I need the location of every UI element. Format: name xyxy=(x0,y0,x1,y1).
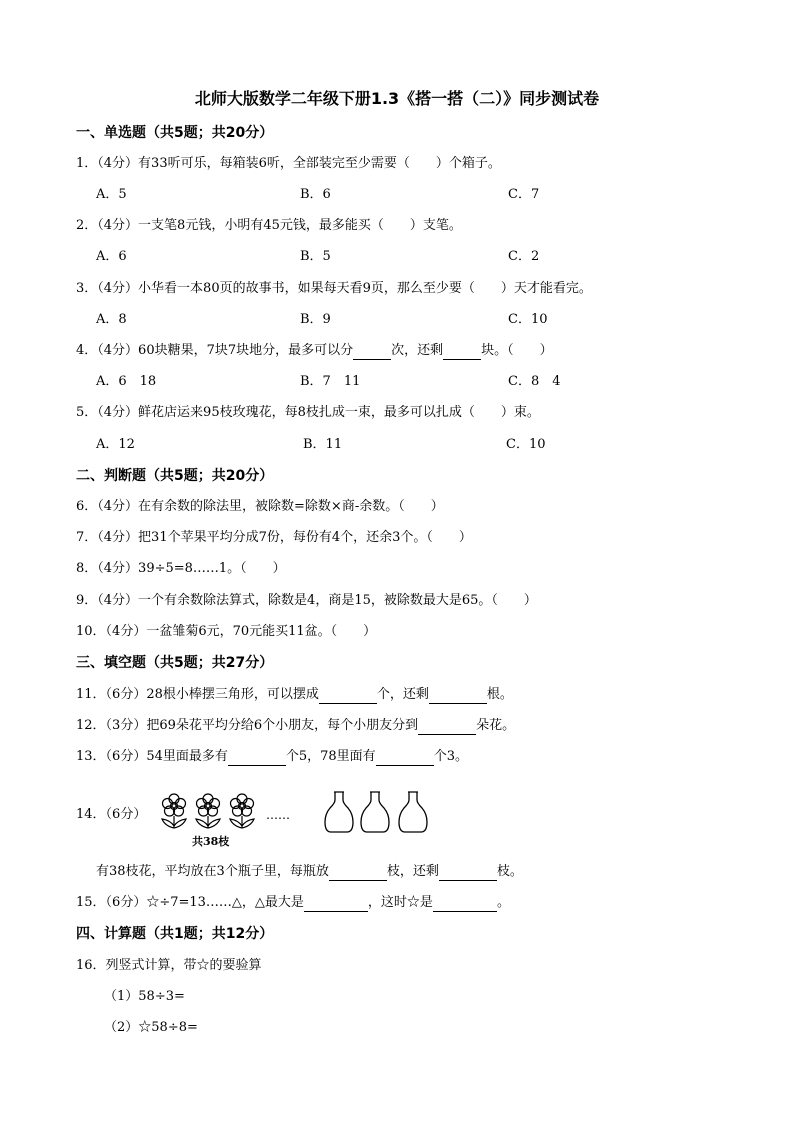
q14-blank-2[interactable] xyxy=(439,866,497,881)
q2-option-c: C．2 xyxy=(508,249,540,264)
q15-blank-2[interactable] xyxy=(433,897,497,912)
section-heading-true-false: 二、判断题（共5题；共20分） xyxy=(76,468,274,484)
q5-option-b: B．11 xyxy=(303,437,343,452)
q15-text-1: 15．（6分）☆÷7=13……△，△最大是 xyxy=(76,895,304,910)
q5-option-c: C．10 xyxy=(506,437,546,452)
vase-icon xyxy=(361,792,389,832)
q14-text-2: 枝，还剩 xyxy=(386,864,439,879)
q15-blank-1[interactable] xyxy=(304,897,368,912)
flower-icon xyxy=(162,794,186,828)
flowers-and-vases-illustration xyxy=(156,790,446,852)
q15-text-2: ，这时☆是 xyxy=(367,895,433,910)
q11-text-1: 11．（6分）28根小棒摆三角形，可以摆成 xyxy=(76,687,319,702)
q11-blank-1[interactable] xyxy=(319,689,377,704)
question-13 xyxy=(76,748,468,766)
q12-blank-1[interactable] xyxy=(418,720,476,735)
question-5: 5．（4分）鲜花店运来95枝玫瑰花，每8枝扎成一束，最多可以扎成（ ）束。 xyxy=(76,405,540,420)
q11-text-3: 根。 xyxy=(486,687,513,702)
q16-sub-1: （1）58÷3= xyxy=(104,989,185,1004)
q3-option-a: A．8 xyxy=(96,312,127,327)
q4-option-c: C．8 4 xyxy=(508,374,561,389)
q2-option-a: A．6 xyxy=(96,249,127,264)
q13-text-3: 个3。 xyxy=(433,749,468,764)
q12-text-2: 朵花。 xyxy=(476,718,516,733)
q13-text-2: 个5，78里面有 xyxy=(285,749,376,764)
q12-text-1: 12．（3分）把69朵花平均分给6个小朋友，每个小朋友分到 xyxy=(76,718,419,733)
q4-option-b: B．7 11 xyxy=(300,374,361,389)
question-12 xyxy=(76,717,515,735)
q13-blank-2[interactable] xyxy=(376,751,434,766)
question-3: 3．（4分）小华看一本80页的故事书，如果每天看9页，那么至少要（ ）天才能看完。 xyxy=(76,281,592,296)
question-6: 6．（4分）在有余数的除法里，被除数=除数×商-余数。（ ） xyxy=(76,499,444,514)
q11-text-2: 个，还剩 xyxy=(376,687,429,702)
q13-text-1: 13．（6分）54里面最多有 xyxy=(76,749,228,764)
q1-option-c: C．7 xyxy=(508,187,540,202)
q14-dots: …… xyxy=(266,808,290,822)
flower-icon xyxy=(230,794,254,828)
question-1: 1．（4分）有33听可乐，每箱装6听，全部装完至少需要（ ）个箱子。 xyxy=(76,156,501,171)
q1-option-b: B．6 xyxy=(300,187,331,202)
q11-blank-2[interactable] xyxy=(429,689,487,704)
question-14-text xyxy=(96,863,523,881)
vase-icon xyxy=(325,792,353,832)
q4-blank-2[interactable] xyxy=(443,345,481,360)
q16-sub-2: （2）☆58÷8= xyxy=(104,1020,198,1035)
question-9: 9．（4分）一个有余数除法算式，除数是4，商是15，被除数最大是65。（ ） xyxy=(76,593,537,608)
q1-option-a: A．5 xyxy=(96,187,127,202)
q4-blank-1[interactable] xyxy=(353,345,391,360)
q5-option-a: A．12 xyxy=(96,437,135,452)
q3-option-c: C．10 xyxy=(508,312,548,327)
q14-caption: 共38枝 xyxy=(192,835,230,848)
q4-text-2: 次，还剩 xyxy=(391,343,444,358)
question-7: 7．（4分）把31个苹果平均分成7份，每份有4个，还余3个。（ ） xyxy=(76,530,472,545)
q14-blank-1[interactable] xyxy=(329,866,387,881)
question-2: 2．（4分）一支笔8元钱，小明有45元钱，最多能买（ ）支笔。 xyxy=(76,218,462,233)
q15-text-3: 。 xyxy=(496,895,510,910)
section-heading-fill-blank: 三、填空题（共5题；共27分） xyxy=(76,655,274,671)
question-10: 10．（4分）一盆雏菊6元，70元能买11盆。（ ） xyxy=(76,624,377,639)
q14-text-1: 有38枝花，平均放在3个瓶子里，每瓶放 xyxy=(96,864,329,879)
q3-option-b: B．9 xyxy=(300,312,331,327)
q4-option-a: A．6 18 xyxy=(96,374,157,389)
q14-label: 14．（6分） xyxy=(76,807,147,822)
flower-icon xyxy=(196,794,220,828)
q4-text-1: 4．（4分）60块糖果，7块7块地分，最多可以分 xyxy=(76,343,354,358)
section-heading-single-choice: 一、单选题（共5题；共20分） xyxy=(76,125,274,141)
question-4 xyxy=(76,342,553,360)
question-8: 8．（4分）39÷5=8……1。（ ） xyxy=(76,561,286,576)
page-title: 北师大版数学二年级下册1.3《搭一搭（二）》同步测试卷 xyxy=(194,89,600,108)
question-11 xyxy=(76,686,513,704)
question-15 xyxy=(76,894,510,912)
q2-option-b: B．5 xyxy=(300,249,331,264)
section-heading-calculation: 四、计算题（共1题；共12分） xyxy=(76,926,274,942)
q14-text-3: 枝。 xyxy=(496,864,523,879)
vase-icon xyxy=(399,792,427,832)
q4-text-3: 块。（ ） xyxy=(481,343,553,358)
q13-blank-1[interactable] xyxy=(228,751,286,766)
question-16: 16．列竖式计算，带☆的要验算 xyxy=(76,958,262,973)
